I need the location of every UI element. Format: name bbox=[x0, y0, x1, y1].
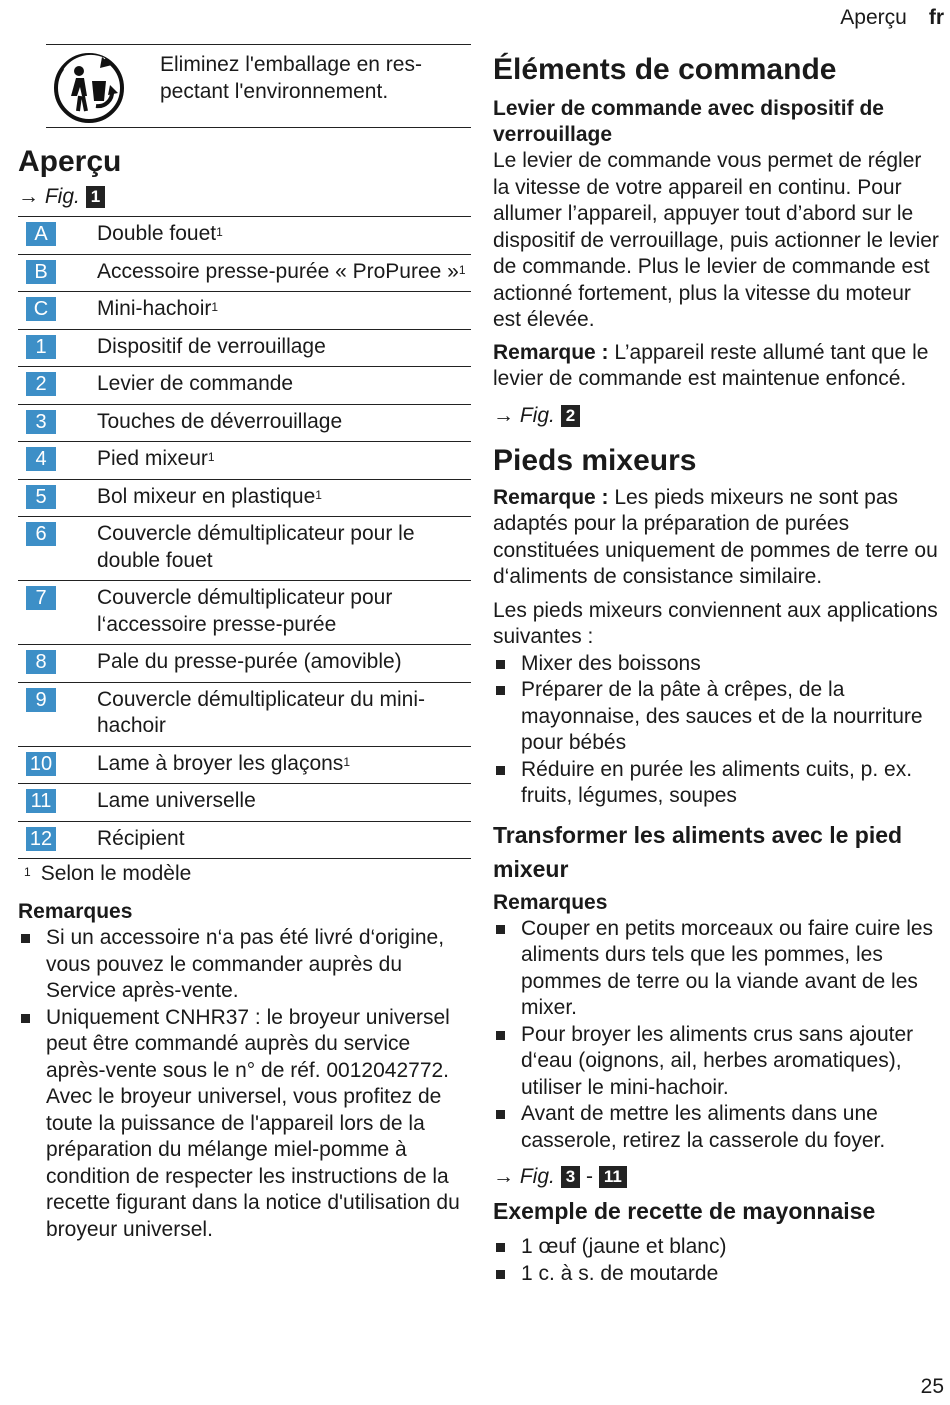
footnote-mark: 1 bbox=[315, 487, 322, 502]
controls-title: Éléments de commande bbox=[493, 53, 837, 86]
legend-key-badge: 5 bbox=[26, 485, 56, 509]
footnote-mark: 1 bbox=[211, 300, 219, 314]
fig-badge: 2 bbox=[561, 405, 580, 427]
ingredients-list bbox=[493, 1234, 943, 1287]
legend-key-badge: 10 bbox=[26, 752, 56, 776]
legend-label: Pale du presse-purée (amovible) bbox=[97, 650, 402, 673]
legend-key-badge: 12 bbox=[26, 827, 56, 851]
legend-row bbox=[18, 784, 471, 822]
use-item: Réduire en purée les aliments cuits, p. ex. fruits, légumes, soupes bbox=[493, 757, 943, 810]
legend-row bbox=[18, 329, 471, 367]
legend-row bbox=[18, 217, 471, 255]
legend-label: Récipient bbox=[97, 826, 185, 850]
legend-key-badge: 2 bbox=[26, 372, 56, 396]
legend-key-badge: A bbox=[26, 222, 56, 246]
header-section: Aperçu bbox=[840, 6, 907, 29]
ingredient-item: 1 c. à s. de moutarde bbox=[493, 1261, 943, 1288]
legend-row bbox=[18, 254, 471, 292]
eco-disposal-box bbox=[46, 44, 471, 128]
lever-text: Le levier de commande vous permet de régler la vitesse de votre appareil en continu. Pour allumer l’appareil, appuyer tout d’abord sur le dispositif de verrouillage, puis actionner le levier de commande. Plus le levier de commande est actionné fortement, plus la vitesse du moteur est élevée. bbox=[493, 149, 939, 331]
remark-item: Avant de mettre les aliments dans une casserole, retirez la casserole du foyer. bbox=[493, 1101, 943, 1154]
remark-item: Pour broyer les aliments crus sans ajouter d‘eau (oignons, ail, herbes aromatiques), utiliser le mini-hachoir. bbox=[493, 1022, 943, 1102]
remark-item: Couper en petits morceaux ou faire cuire les aliments durs tels que les pommes, les pommes de terre ou la viande avant de les mixer. bbox=[493, 916, 943, 1022]
legend-key-badge: B bbox=[26, 260, 56, 284]
controls-note: Remarque : L’appareil reste allumé tant que le levier de commande est maintenue enfoncé. bbox=[493, 340, 929, 390]
lever-title: Levier de commande avec dispositif de verrouillage bbox=[493, 97, 884, 146]
uses-list bbox=[493, 651, 943, 810]
legend-key-badge: 3 bbox=[26, 410, 56, 434]
controls-fig-ref: → Fig. 2 bbox=[493, 403, 943, 429]
feet-intro: Les pieds mixeurs conviennent aux applications suivantes : bbox=[493, 598, 938, 648]
legend-row bbox=[18, 404, 471, 442]
legend-key-badge: 11 bbox=[26, 789, 56, 813]
legend-key-badge: 7 bbox=[26, 586, 56, 610]
legend-key-badge: 1 bbox=[26, 335, 56, 359]
recycling-person-icon bbox=[52, 51, 126, 125]
page-number: 25 bbox=[920, 1375, 944, 1398]
overview-fig-ref: → Fig. 1 bbox=[18, 184, 471, 210]
use-item: Préparer de la pâte à crêpes, de la mayonnaise, des sauces et de la nourriture pour bébés bbox=[493, 677, 943, 757]
overview-title: Aperçu bbox=[18, 145, 122, 178]
legend-label: Touches de déverrouillage bbox=[97, 409, 343, 433]
legend-row bbox=[18, 746, 471, 784]
footnote: $^1$ Selon le modèle bbox=[24, 862, 192, 885]
eco-disposal-text: Eliminez l'emballage en res- pectant l'environnement. bbox=[160, 53, 422, 103]
footnote-mark: 1 bbox=[207, 450, 215, 464]
legend-label: Lame à broyer les glaçons bbox=[97, 751, 344, 775]
legend-row bbox=[18, 442, 471, 480]
legend-row bbox=[18, 581, 471, 645]
legend-label: Double fouet bbox=[97, 222, 217, 245]
feet-remarks-list bbox=[493, 916, 943, 1155]
legend-key-badge: 6 bbox=[26, 522, 56, 546]
legend-label: Couvercle démultiplicateur du mini-hachoir bbox=[97, 687, 425, 737]
legend-key-badge: 9 bbox=[26, 688, 56, 712]
footnote-mark: 1 bbox=[216, 225, 223, 239]
right-column bbox=[493, 52, 943, 1287]
legend-label: Accessoire presse-purée « ProPuree » bbox=[97, 259, 459, 283]
legend-row bbox=[18, 479, 471, 517]
legend-key-badge: C bbox=[26, 297, 56, 321]
legend-label: Couvercle démultiplicateur pour le double fouet bbox=[97, 522, 415, 572]
page-header bbox=[840, 6, 944, 30]
legend-label: Lame universelle bbox=[97, 789, 256, 812]
footnote-mark: 1 bbox=[458, 262, 466, 277]
fig-badge: 1 bbox=[86, 186, 105, 208]
legend-label: Levier de commande bbox=[97, 372, 294, 395]
use-item: Mixer des boissons bbox=[493, 651, 943, 678]
transform-title: Transformer les aliments avec le pied mixeur bbox=[493, 821, 903, 882]
legend-row bbox=[18, 367, 471, 405]
feet-fig-ref: → Fig. 3 - 11 bbox=[493, 1164, 943, 1190]
legend-row bbox=[18, 645, 471, 683]
feet-title: Pieds mixeurs bbox=[493, 443, 697, 477]
legend-row bbox=[18, 292, 471, 330]
ingredient-item: 1 œuf (jaune et blanc) bbox=[493, 1234, 943, 1261]
legend-row bbox=[18, 517, 471, 581]
left-column bbox=[18, 144, 471, 1243]
feet-note: Remarque : Les pieds mixeurs ne sont pas adaptés pour la préparation de purées constituées uniquement de pommes de terre ou d‘aliments de consistance similaire. bbox=[493, 485, 938, 588]
fig-badge: 11 bbox=[599, 1166, 627, 1188]
legend-label: Pied mixeur bbox=[97, 447, 208, 470]
fig-badge: 3 bbox=[561, 1166, 580, 1188]
legend-row bbox=[18, 821, 471, 859]
legend-label: Dispositif de verrouillage bbox=[97, 334, 326, 358]
legend-key-badge: 8 bbox=[26, 650, 56, 674]
legend-label: Mini-hachoir bbox=[97, 297, 212, 320]
header-language: fr bbox=[928, 6, 944, 29]
legend-key-badge: 4 bbox=[26, 447, 56, 471]
recipe-title: Exemple de recette de mayonnaise bbox=[493, 1198, 876, 1224]
legend-label: Couvercle démultiplicateur pour l‘accessoire presse-purée bbox=[97, 586, 393, 636]
remarks-list bbox=[18, 925, 470, 1243]
remark-item: Si un accessoire n‘a pas été livré d‘origine, vous pouvez le commander auprès du Service après-vente. bbox=[18, 925, 470, 1005]
feet-remarks-title: Remarques bbox=[493, 890, 608, 914]
legend-label: Bol mixeur en plastique bbox=[97, 484, 316, 508]
footnote-mark: 1 bbox=[343, 754, 350, 769]
legend-table bbox=[18, 216, 471, 859]
legend-row bbox=[18, 682, 471, 746]
remarks-title: Remarques bbox=[18, 900, 133, 923]
remark-item: Uniquement CNHR37 : le broyeur universel peut être commandé auprès du service après-vente sous le n° de réf. 0012042772. Avec le broyeur universel, vous profitez de toute la puissance de l'appareil lors de la préparation du mélange miel-pomme à condition de respecter les instructions de la recette figurant dans la notice d'utilisation du broyeur universel. bbox=[18, 1005, 470, 1244]
